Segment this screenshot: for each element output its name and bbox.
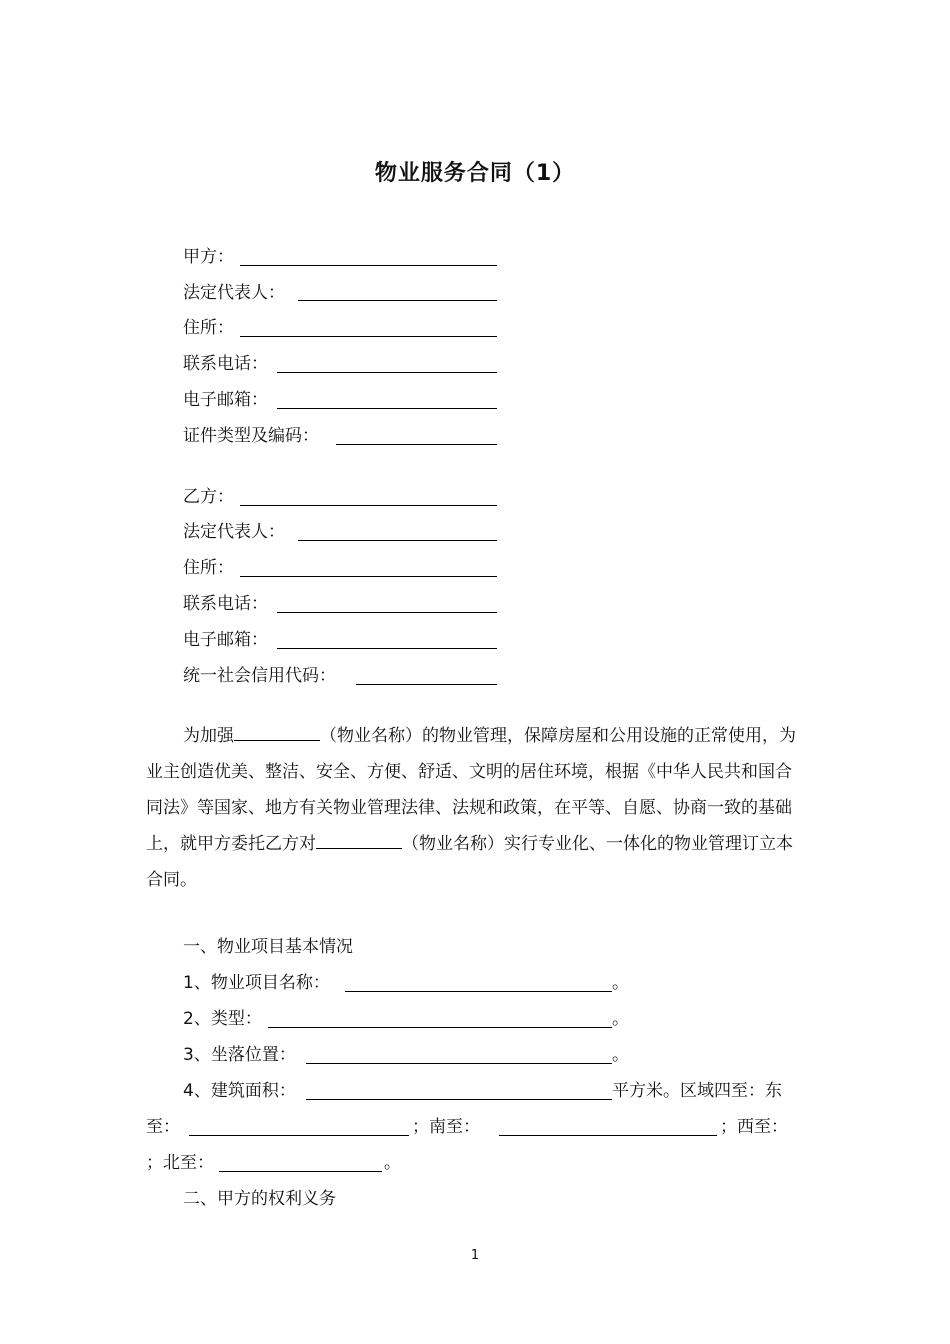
party-a-address-blank[interactable] (240, 336, 497, 337)
party-b-address-blank[interactable] (240, 576, 497, 577)
west-label: ；西至： (720, 1117, 788, 1137)
location-blank[interactable] (306, 1063, 612, 1064)
party-b-name-blank[interactable] (240, 505, 497, 506)
north-period: 。 (384, 1153, 401, 1173)
party-a-phone-field (183, 353, 268, 375)
party-b-address-label: 住所： (183, 558, 234, 578)
party-a-email-field (183, 389, 268, 411)
party-b-name-field (183, 486, 234, 508)
party-b-name-label: 乙方： (183, 487, 234, 507)
party-b-phone-label: 联系电话： (183, 594, 268, 614)
party-a-name-blank[interactable] (240, 265, 497, 266)
preamble-part-1: 为加强 (183, 726, 234, 746)
page-number: 1 (470, 1248, 480, 1263)
area-blank[interactable] (306, 1099, 612, 1100)
party-a-address-field (183, 317, 234, 339)
document-title: 物业服务合同（1） (374, 161, 576, 186)
type-blank[interactable] (268, 1027, 612, 1028)
party-b-email-label: 电子邮箱： (183, 630, 268, 650)
party-b-email-field (183, 629, 268, 651)
party-a-email-blank[interactable] (277, 408, 497, 409)
party-b-rep-blank[interactable] (298, 540, 497, 541)
north-blank[interactable] (219, 1171, 382, 1172)
party-b-credit-label: 统一社会信用代码： (183, 666, 336, 686)
party-a-id-blank[interactable] (336, 444, 497, 445)
party-b-phone-field (183, 593, 268, 615)
party-a-id-field (183, 425, 319, 447)
party-b-address-field (183, 557, 234, 579)
item-4-label: 4、建筑面积： (183, 1081, 296, 1101)
party-b-credit-field (183, 665, 336, 687)
party-a-name-label: 甲方： (183, 247, 234, 267)
party-a-phone-blank[interactable] (277, 372, 497, 373)
east-blank[interactable] (189, 1135, 409, 1136)
property-name-blank-2[interactable] (316, 828, 402, 849)
party-a-name-field (183, 246, 234, 268)
party-a-id-label: 证件类型及编码： (183, 426, 319, 446)
party-a-rep-label: 法定代表人： (183, 283, 285, 303)
section-1-heading: 一、物业项目基本情况 (183, 937, 353, 957)
party-b-email-blank[interactable] (277, 648, 497, 649)
preamble-part-3: （物业名称）实行专业化、一体化的物业管理订立本合同。 (146, 834, 793, 890)
party-b-rep-label: 法定代表人： (183, 522, 285, 542)
party-b-rep-field (183, 521, 285, 543)
preamble-paragraph (146, 718, 808, 898)
item-1-label: 1、物业项目名称： (183, 973, 330, 993)
south-blank[interactable] (499, 1135, 717, 1136)
party-a-rep-blank[interactable] (298, 300, 497, 301)
party-a-rep-field (183, 282, 285, 304)
item-2-label: 2、类型： (183, 1009, 262, 1029)
item-3-label: 3、坐落位置： (183, 1045, 296, 1065)
preamble-part-2: （物业名称）的物业管理，保障房屋和公用设施的正常使用，为业主创造优美、整洁、安全、方便、舒适、文明的居住环境，根据《中华人民共和国合同法》等国家、地方有关物业管理法律、法规和政策，在平等、自愿、协商一致的基础上，就甲方委托乙方对 (146, 726, 796, 854)
party-a-phone-label: 联系电话： (183, 354, 268, 374)
item-3-period: 。 (612, 1045, 629, 1065)
property-name-blank-1[interactable] (234, 720, 320, 741)
area-unit-text: 平方米。区域四至：东 (612, 1081, 782, 1101)
north-label: ；北至： (146, 1153, 214, 1173)
east-label: 至： (146, 1117, 180, 1137)
project-name-blank[interactable] (345, 991, 612, 992)
item-1-period: 。 (612, 973, 629, 993)
party-a-address-label: 住所： (183, 318, 234, 338)
party-b-credit-blank[interactable] (356, 684, 497, 685)
south-label: ；南至： (412, 1117, 480, 1137)
party-a-email-label: 电子邮箱： (183, 390, 268, 410)
item-2-period: 。 (612, 1009, 629, 1029)
party-b-phone-blank[interactable] (277, 612, 497, 613)
section-2-heading: 二、甲方的权利义务 (183, 1189, 336, 1209)
